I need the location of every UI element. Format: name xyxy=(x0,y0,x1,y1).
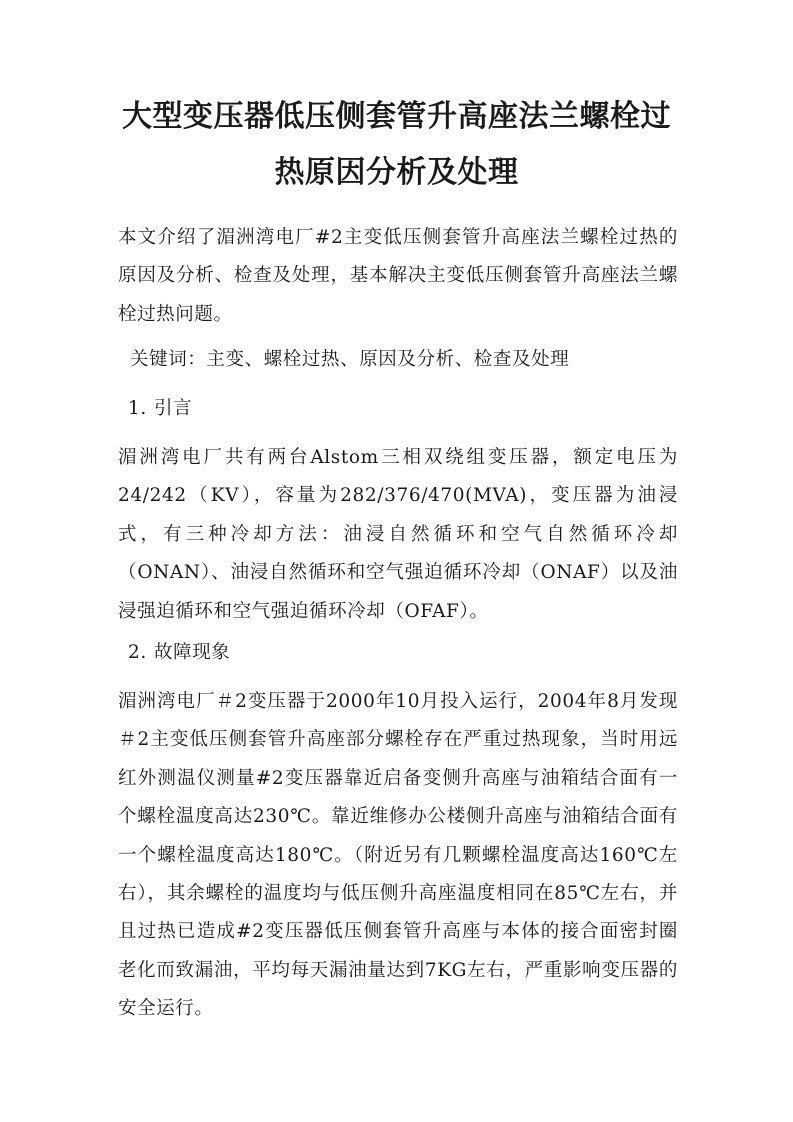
keywords-line: 关键词：主变、螺栓过热、原因及分析、检查及处理 xyxy=(130,349,570,370)
section-number: 2. xyxy=(128,642,147,663)
document-title-line-1: 大型变压器低压侧套管升高座法兰螺栓过 xyxy=(122,99,671,134)
abstract-paragraph: 本文介绍了湄洲湾电厂#2主变低压侧套管升高座法兰螺栓过热的原因及分析、检查及处理，基本解决主变低压侧套管升高座法兰螺栓过热问题。 xyxy=(118,227,678,325)
document-title-line-2: 热原因分析及处理 xyxy=(274,155,519,190)
section-heading-2 xyxy=(128,634,688,672)
section-heading-text: 引言 xyxy=(154,398,193,419)
section-body-2: 湄洲湾电厂＃2变压器于2000年10月投入运行，2004年8月发现＃2主变低压侧套管升高座部分螺栓存在严重过热现象，当时用远红外测温仪测量#2变压器靠近启备变侧升高座与油箱结合面有一个螺栓温度高达230℃。靠近维修办公楼侧升高座与油箱结合面有一个螺栓温度高达180℃。（附近另有几颗螺栓温度高达160℃左右），其余螺栓的温度均与低压侧升高座温度相同在85℃左右，并且过热已造成#2变压器低压侧套管升高座与本体的接合面密封圈老化而致漏油，平均每天漏油量达到7KG左右，严重影响变压器的安全运行。 xyxy=(118,691,678,1020)
section-number: 1. xyxy=(128,398,147,419)
section-heading-text: 故障现象 xyxy=(154,642,231,663)
section-heading-1 xyxy=(128,390,688,428)
section-body-1: 湄洲湾电厂共有两台Alstom三相双绕组变压器，额定电压为24/242（KV），容量为282/376/470(MVA)，变压器为油浸式，有三种冷却方法：油浸自然循环和空气自然循环冷却（ONAN）、油浸自然循环和空气强迫循环冷却（ONAF）以及油浸强迫循环和空气强迫循环冷却（OFAF）。 xyxy=(118,447,678,622)
